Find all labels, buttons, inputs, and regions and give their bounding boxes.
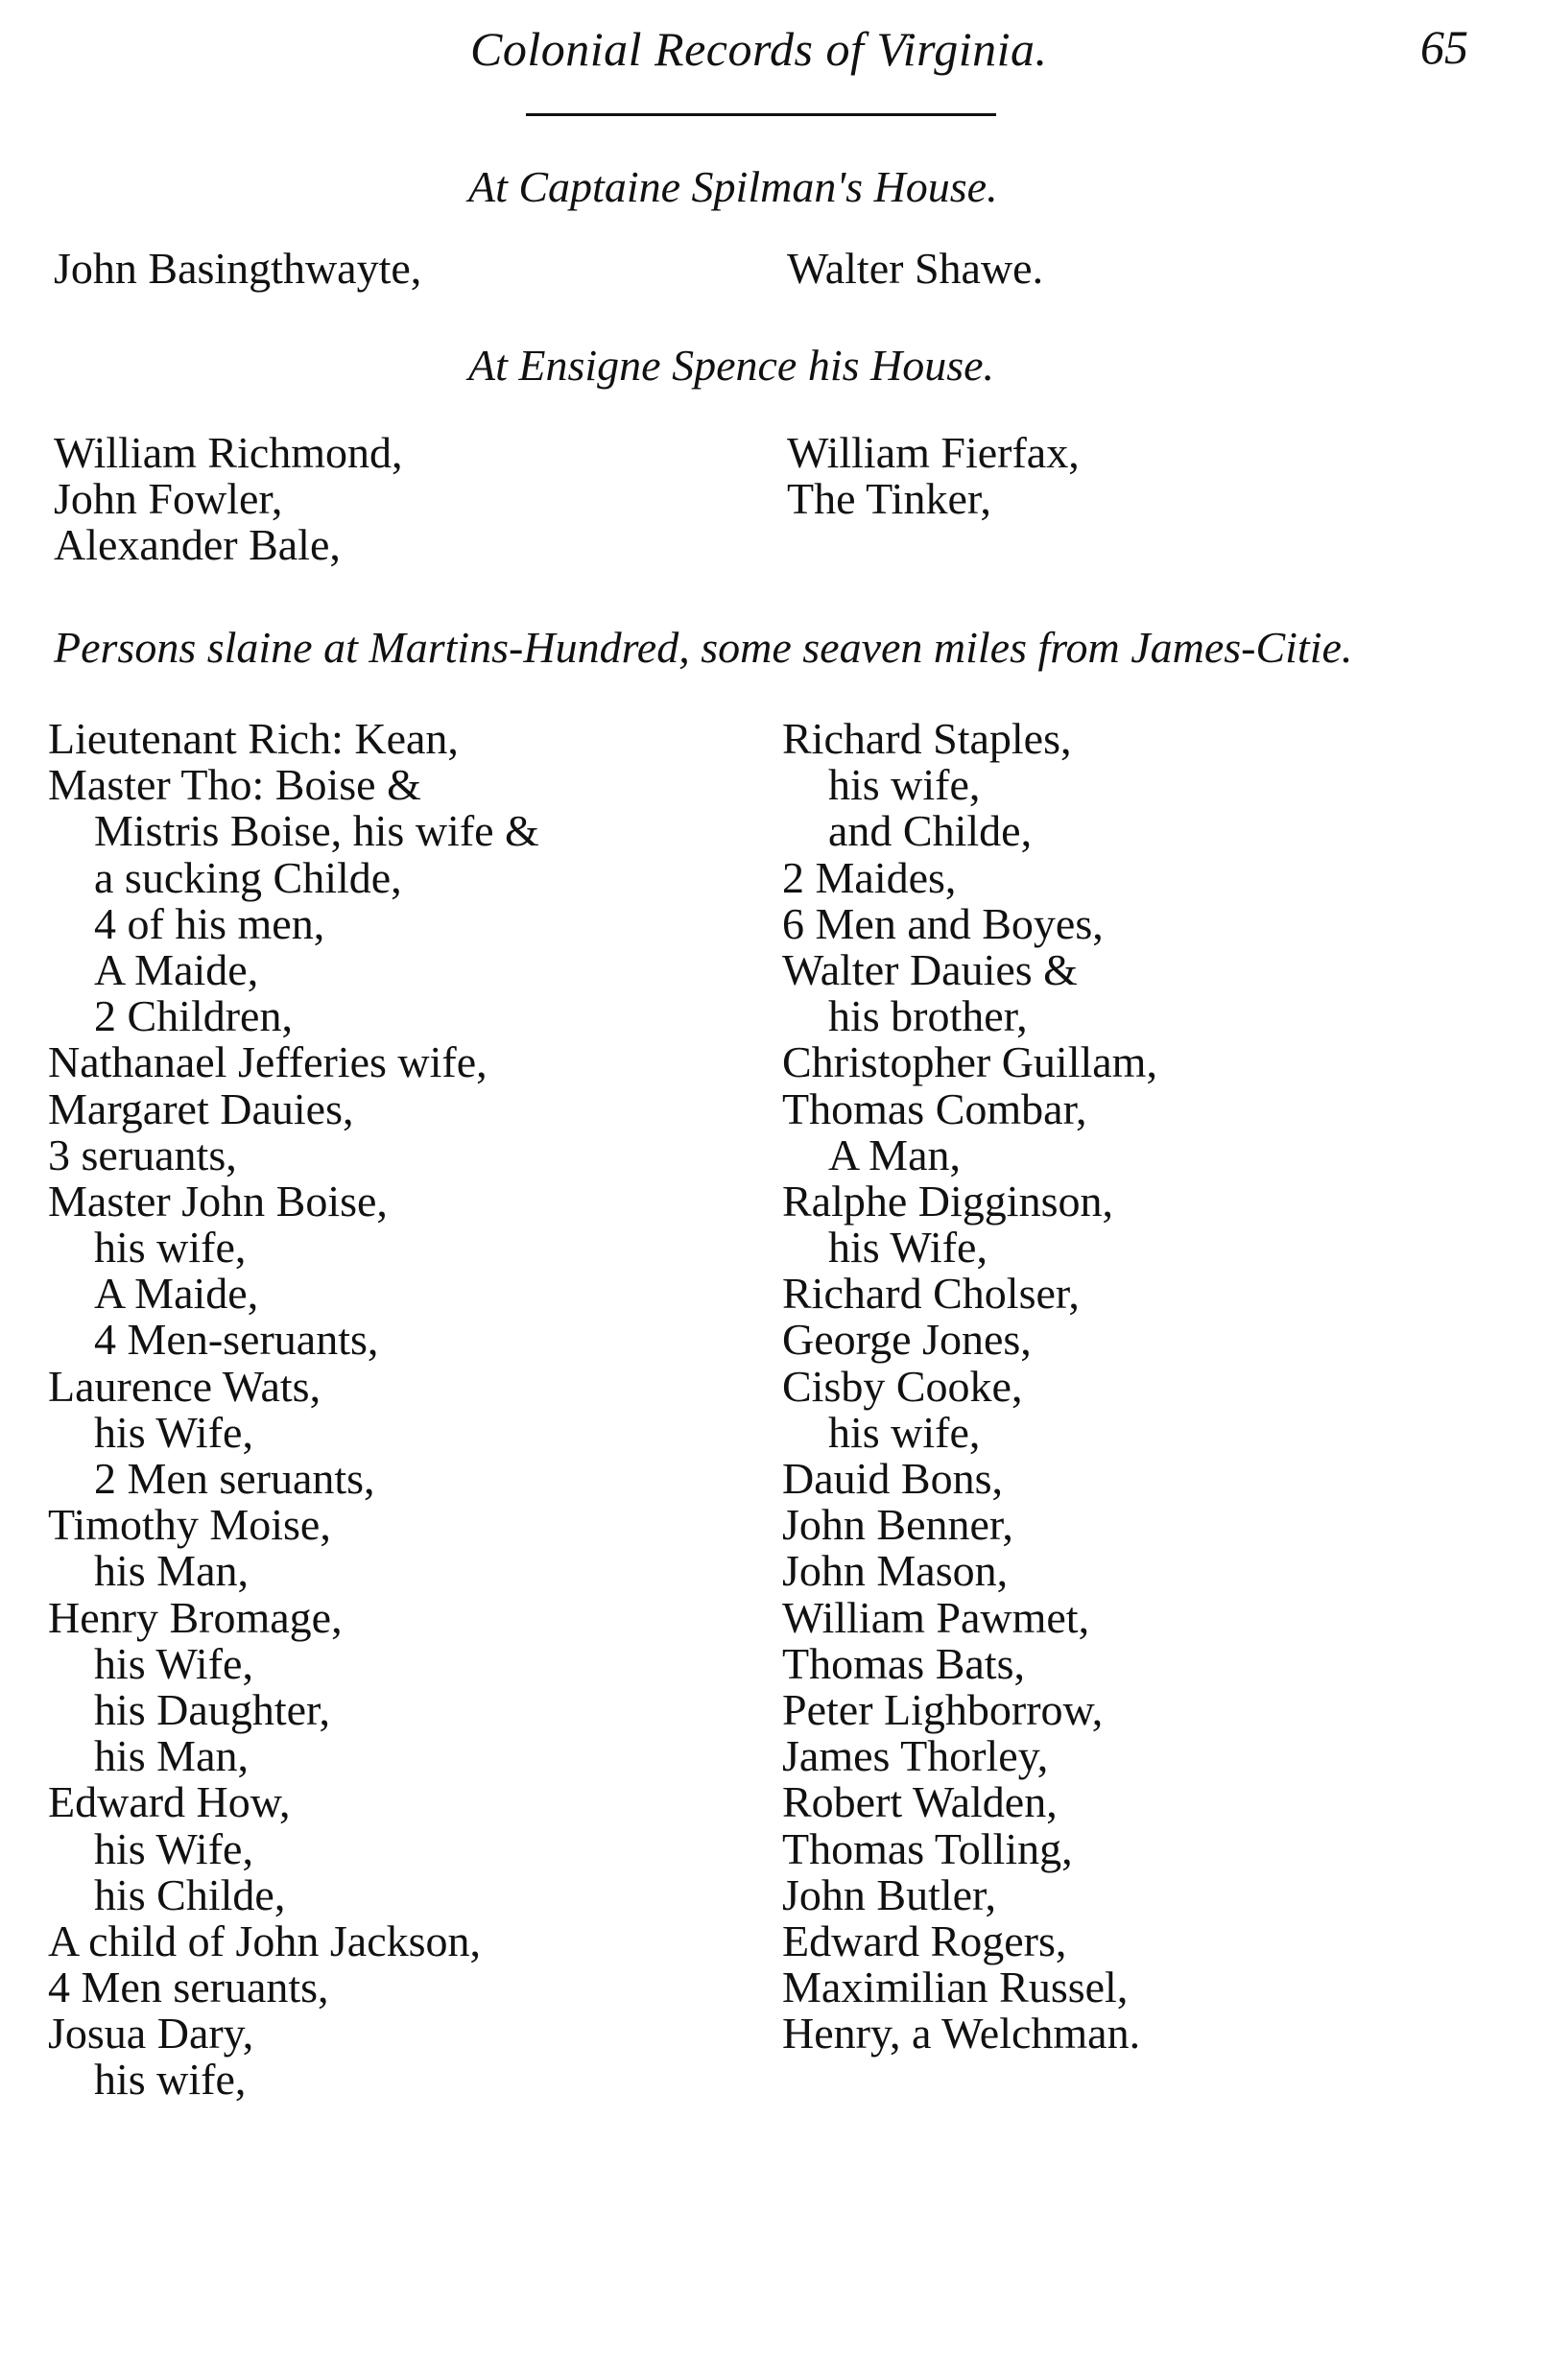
name-entry: his Wife, <box>94 1407 253 1457</box>
name-entry: 2 Maides, <box>782 852 957 902</box>
name-entry: Edward Rogers, <box>782 1916 1067 1965</box>
name-entry: Richard Cholser, <box>782 1269 1080 1319</box>
name-entry: John Butler, <box>782 1869 997 1919</box>
name-entry: Josua Dary, <box>48 2009 254 2059</box>
name-entry: Lieutenant Rich: Kean, <box>48 714 459 763</box>
name-entry: William Pawmet, <box>782 1592 1090 1642</box>
section-heading-spence: At Ensigne Spence his House. <box>468 341 995 390</box>
name-entry: Thomas Combar, <box>782 1083 1087 1133</box>
name-entry: Henry Bromage, <box>48 1592 343 1642</box>
name-entry: Margaret Dauies, <box>48 1083 354 1133</box>
name-entry: Master Tho: Boise & <box>48 760 421 810</box>
name-entry: James Thorley, <box>782 1731 1049 1781</box>
spence-left-column <box>54 430 403 569</box>
name-entry: Alexander Bale, <box>54 520 341 570</box>
name-entry: his Daughter, <box>94 1684 330 1734</box>
name-entry: A Maide, <box>94 1269 259 1319</box>
name-entry: John Mason, <box>782 1546 1009 1596</box>
name-entry: Thomas Tolling, <box>782 1823 1073 1873</box>
name-entry: 4 Men-seruants, <box>94 1315 379 1365</box>
martins-left-column <box>48 716 539 2104</box>
name-entry: his brother, <box>828 991 1028 1041</box>
name-entry: George Jones, <box>782 1315 1032 1365</box>
martins-right-column <box>782 716 1157 2057</box>
name-entry: Timothy Moise, <box>48 1500 331 1550</box>
name-entry: Nathanael Jefferies wife, <box>48 1037 488 1087</box>
name-entry: A child of John Jackson, <box>48 1916 482 1965</box>
name-entry: John Basingthwayte, <box>54 244 422 293</box>
name-entry: Ralphe Digginson, <box>782 1176 1113 1226</box>
name-entry: Christopher Guillam, <box>782 1037 1157 1087</box>
name-entry: Laurence Wats, <box>48 1361 321 1411</box>
name-entry: his Wife, <box>828 1223 988 1273</box>
section-heading-spilman: At Captaine Spilman's House. <box>468 162 998 211</box>
name-entry: 2 Men seruants, <box>94 1454 375 1503</box>
name-entry: 2 Children, <box>94 991 293 1041</box>
name-entry: 4 of his men, <box>94 898 325 948</box>
name-entry: A Maide, <box>94 944 259 994</box>
name-entry: Richard Staples, <box>782 714 1072 763</box>
name-entry: his wife, <box>94 2055 247 2105</box>
spilman-left-column <box>54 246 421 292</box>
name-entry: 4 Men seruants, <box>48 1963 329 2012</box>
name-entry: A Man, <box>828 1130 961 1179</box>
name-entry: his wife, <box>828 760 981 810</box>
name-entry: 6 Men and Boyes, <box>782 898 1104 948</box>
running-title: Colonial Records of Virginia. <box>470 22 1048 76</box>
name-entry: his Childe, <box>94 1869 286 1919</box>
name-entry: a sucking Childe, <box>94 852 402 902</box>
name-entry: The Tinker, <box>787 474 991 524</box>
name-entry: Walter Shawe. <box>787 244 1044 293</box>
name-entry: his wife, <box>828 1407 981 1457</box>
name-entry: his Wife, <box>94 1823 253 1873</box>
name-entry: John Benner, <box>782 1500 1013 1550</box>
name-entry: his Man, <box>94 1546 249 1596</box>
name-entry: his Man, <box>94 1731 249 1781</box>
name-entry: Edward How, <box>48 1777 291 1827</box>
section-heading-martins-hundred: Persons slaine at Martins-Hundred, some seaven miles from James-Citie. <box>54 623 1353 672</box>
spilman-right-column <box>787 246 1043 292</box>
page-number: 65 <box>1420 20 1468 74</box>
name-entry: Mistris Boise, his wife & <box>94 806 539 856</box>
name-entry: Henry, a Welchman. <box>782 2009 1141 2059</box>
name-entry: Peter Lighborrow, <box>782 1684 1104 1734</box>
name-entry: William Richmond, <box>54 428 403 477</box>
name-entry: Robert Walden, <box>782 1777 1058 1827</box>
name-entry: and Childe, <box>828 806 1033 856</box>
name-entry: his wife, <box>94 1223 247 1273</box>
name-entry: William Fierfax, <box>787 428 1080 477</box>
header-rule <box>526 113 996 116</box>
name-entry: John Fowler, <box>54 474 283 524</box>
name-entry: Maximilian Russel, <box>782 1963 1129 2012</box>
name-entry: Master John Boise, <box>48 1176 388 1226</box>
name-entry: 3 seruants, <box>48 1130 237 1179</box>
name-entry: Dauid Bons, <box>782 1454 1003 1503</box>
name-entry: his Wife, <box>94 1638 253 1688</box>
name-entry: Cisby Cooke, <box>782 1361 1023 1411</box>
name-entry: Walter Dauies & <box>782 944 1078 994</box>
spence-right-column <box>787 430 1080 522</box>
name-entry: Thomas Bats, <box>782 1638 1025 1688</box>
